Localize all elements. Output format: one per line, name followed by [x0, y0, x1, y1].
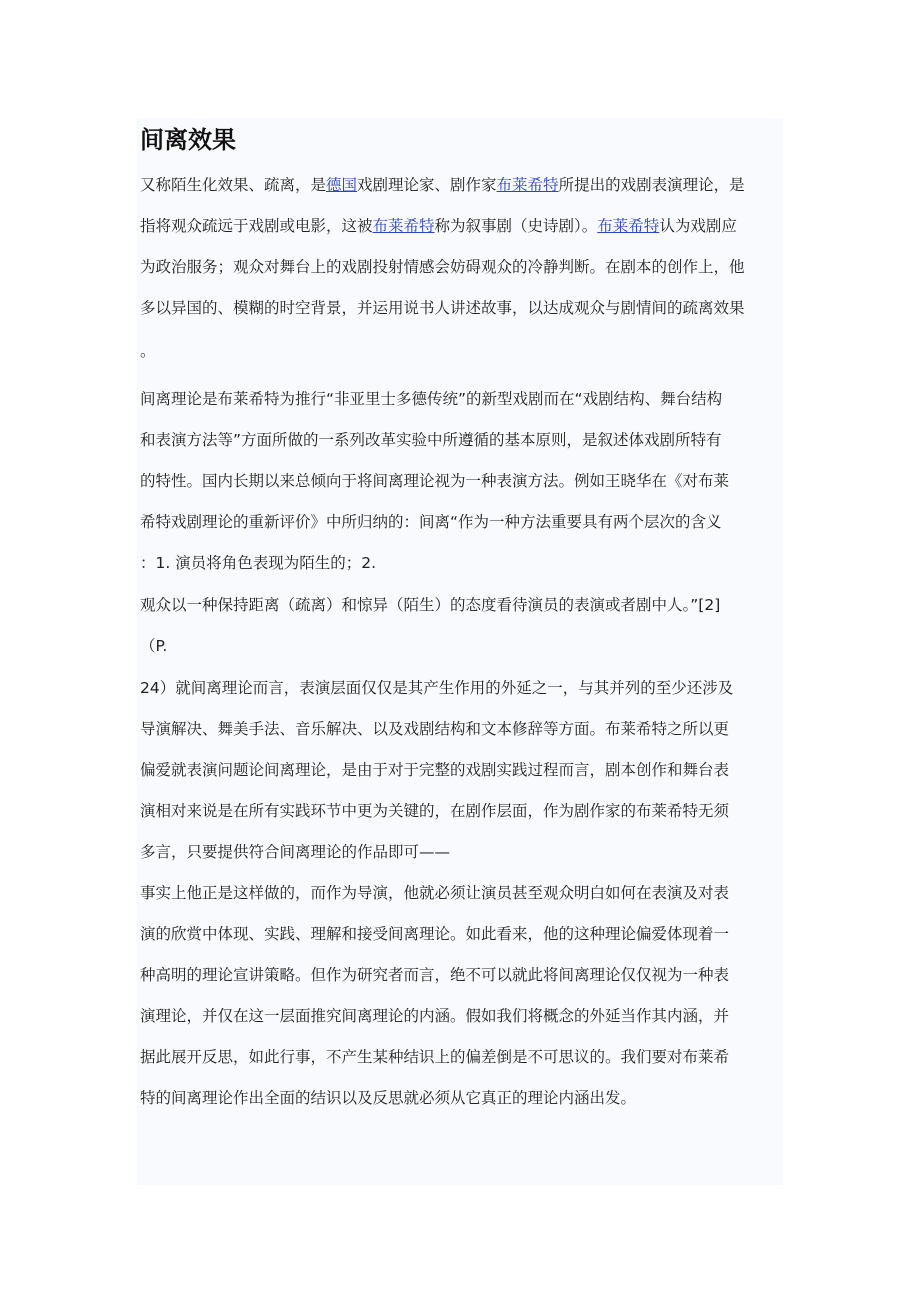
text-line: 和表演方法等”方面所做的一系列改革实验中所遵循的基本原则，是叙述体戏剧所特有 [140, 431, 722, 449]
text-line: 特的间离理论作出全面的结识以及反思就必须从它真正的理论内涵出发。 [140, 1089, 637, 1107]
text-line: 种高明的理论宣讲策略。但作为研究者而言，绝不可以就此将间离理论仅仅视为一种表 [140, 966, 730, 984]
text-run: 指将观众疏远于戏剧或电影，这被 [140, 217, 373, 235]
text-line: 多以异国的、模糊的时空背景，并运用说书人讲述故事，以达成观众与剧情间的疏离效果 [140, 299, 745, 317]
text-line: 为政治服务；观众对舞台上的戏剧投射情感会妨碍观众的冷静判断。在剧本的创作上，他 [140, 258, 745, 276]
text-line: 演的欣赏中体现、实践、理解和接受间离理论。如此看来，他的这种理论偏爱体现着一 [140, 925, 730, 943]
text-line: 24）就间离理论而言，表演层面仅仅是其产生作用的外延之一，与其并列的至少还涉及 [140, 679, 734, 697]
text-line: 希特戏剧理论的重新评价》中所归纳的：间离“作为一种方法重要具有两个层次的含义 [140, 513, 722, 531]
text-line: 的特性。国内长期以来总倾向于将间离理论视为一种表演方法。例如王晓华在《对布莱 [140, 472, 730, 490]
text-line: 。 [140, 342, 156, 360]
text-line: 间离理论是布莱希特为推行“非亚里士多德传统”的新型戏剧而在“戏剧结构、舞台结构 [140, 390, 723, 408]
text-line [140, 213, 737, 239]
text-line: 事实上他正是这样做的，而作为导演，他就必须让演员甚至观众明白如何在表演及对表 [140, 884, 730, 902]
link-germany[interactable]: 德国 [326, 176, 358, 194]
text-run: 戏剧理论家、剧作家 [357, 176, 497, 194]
text-line: 导演解决、舞美手法、音乐解决、以及戏剧结构和文本修辞等方面。布莱希特之所以更 [140, 720, 730, 738]
text-line: ：1. 演员将角色表现为陌生的；2. [140, 554, 377, 572]
text-line: 观众以一种保持距离（疏离）和惊异（陌生）的态度看待演员的表演或者剧中人。”[2] [140, 596, 721, 614]
text-line: 多言，只要提供符合间离理论的作品即可—— [140, 843, 451, 861]
link-brecht[interactable]: 布莱希特 [496, 176, 559, 194]
text-line: 据此展开反思，如此行事，不产生某种结识上的偏差倒是不可思议的。我们要对布莱希 [140, 1048, 730, 1066]
document-page [137, 118, 783, 1185]
text-line: 演相对来说是在所有实践环节中更为关键的，在剧作层面，作为剧作家的布莱希特无须 [140, 802, 730, 820]
text-run: 认为戏剧应 [659, 217, 737, 235]
text-run: 称为叙事剧（史诗剧）。 [434, 217, 598, 235]
link-brecht[interactable]: 布莱希特 [597, 217, 660, 235]
text-line: 偏爱就表演问题论间离理论，是由于对于完整的戏剧实践过程而言，剧本创作和舞台表 [140, 761, 730, 779]
text-run: 又称陌生化效果、疏离，是 [140, 176, 327, 194]
text-line [140, 172, 745, 198]
text-line: 演理论，并仅在这一层面推究间离理论的内涵。假如我们将概念的外延当作其内涵，并 [140, 1007, 730, 1025]
text-run: 所提出的戏剧表演理论，是 [558, 176, 745, 194]
page-title: 间离效果 [140, 126, 236, 154]
text-line: （P. [140, 637, 168, 655]
link-brecht[interactable]: 布莱希特 [372, 217, 435, 235]
